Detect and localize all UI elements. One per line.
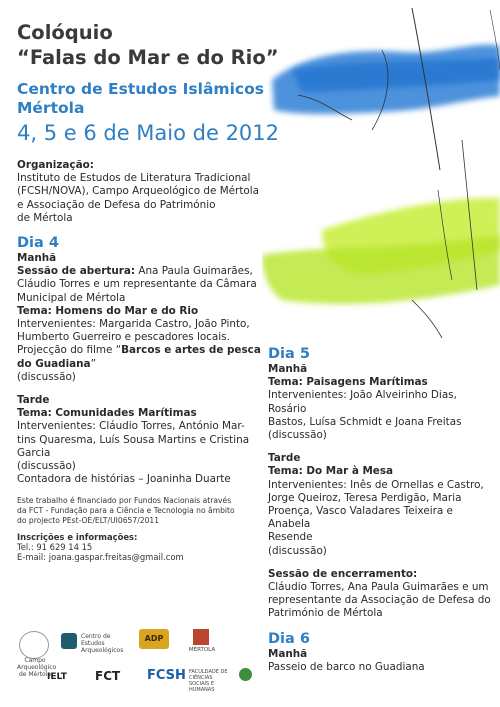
day6-passeio: Passeio de barco no Guadiana xyxy=(268,660,425,673)
film-line xyxy=(17,344,262,357)
discussao: (discussão) xyxy=(268,429,327,442)
abertura-line: Municipal de Mértola xyxy=(17,291,126,304)
contadora: Contadora de histórias – Joaninha Duarte xyxy=(17,473,231,486)
organizacao-line: de Mértola xyxy=(17,211,73,224)
funding-line: do projecto PEst-OE/ELT/UI0657/2011 xyxy=(17,516,160,526)
day5-interv2: Proença, Vasco Valadares Teixeira e Anabela xyxy=(268,505,453,531)
organizacao-line: e Associação de Defesa do Património xyxy=(17,198,216,211)
film-line xyxy=(17,358,262,371)
encerramento-line: Património de Mértola xyxy=(268,607,383,620)
day4-tarde: Tarde xyxy=(17,394,50,407)
watercolor-artwork xyxy=(262,0,500,340)
day6-manha: Manhã xyxy=(268,647,308,660)
organizacao-label: Organização: xyxy=(17,159,94,171)
venue-line2: Mértola xyxy=(17,99,85,117)
abertura-label: Sessão de abertura: xyxy=(17,265,136,278)
centro-logo-text: Centro de Estudos Arqueológicos xyxy=(81,633,124,654)
day4-tema1: Tema: Homens do Mar e do Rio xyxy=(17,304,199,317)
organizacao-line: (FCSH/NOVA), Campo Arqueológico de Mértola xyxy=(17,185,260,198)
fct-logo: FCT xyxy=(95,669,121,683)
day5-interv1: Intervenientes: João Alveirinho Dias, Rosário xyxy=(268,389,457,415)
day5-manha: Manhã xyxy=(268,363,308,375)
event-title xyxy=(17,20,279,70)
sponsor-logos xyxy=(17,627,257,699)
day5-tema2: Tema: Do Mar à Mesa xyxy=(268,465,394,478)
film-pre: Projecção do filme “ xyxy=(17,344,122,357)
day4-interv2: tins Quaresma, Luís Sousa Martins e Cristina xyxy=(17,433,250,446)
campo-logo xyxy=(19,631,49,659)
abertura-text: Ana Paula Guimarães, xyxy=(135,265,253,278)
encerramento-line: representante da Associação de Defesa do xyxy=(268,594,491,607)
right-column xyxy=(268,346,496,674)
fcsh-logo-text: FACULDADE DE CIÊNCIAS SOCIAIS E HUMANAS xyxy=(189,669,228,693)
discussao: (discussão) xyxy=(268,544,327,557)
discussao: (discussão) xyxy=(17,370,76,383)
encerramento-line: Cláudio Torres, Ana Paula Guimarães e um xyxy=(268,581,489,594)
campo-logo-text: Campo Arqueológico de Mértola xyxy=(17,657,57,678)
funding-line: da FCT - Fundação para a Ciência e Tecnologia no âmbito xyxy=(17,506,235,516)
mertola-logo-text: MÉRTOLA xyxy=(188,647,216,653)
venue xyxy=(17,80,264,118)
discussao: (discussão) xyxy=(17,460,76,473)
round-logo xyxy=(239,668,252,681)
adp-logo: ADP xyxy=(139,629,169,649)
ielt-logo: IELT xyxy=(47,672,67,682)
day4-interv1: Intervenientes: Margarida Castro, João Pinto, xyxy=(17,318,250,331)
abertura-line xyxy=(17,265,262,278)
day4-heading: Dia 4 xyxy=(17,235,59,252)
film-title: do Guadiana xyxy=(17,357,91,370)
left-column xyxy=(17,159,262,562)
film-title: Barcos e artes de pesca xyxy=(121,344,261,357)
centro-logo xyxy=(61,633,77,649)
day4-tema2: Tema: Comunidades Marítimas xyxy=(17,407,197,420)
mertola-logo xyxy=(193,629,209,645)
contact-tel: Tel.: 91 629 14 15 xyxy=(17,542,93,553)
venue-line1: Centro de Estudos Islâmicos xyxy=(17,80,264,98)
fcsh-logo: FCSH xyxy=(147,668,186,683)
day5-interv2: Jorge Queiroz, Teresa Perdigão, Maria xyxy=(268,491,462,504)
funding-line: Este trabalho é financiado por Fundos Nacionais através xyxy=(17,496,232,506)
title-line1: Colóquio xyxy=(17,21,113,44)
day5-tarde: Tarde xyxy=(268,452,301,465)
day5-heading: Dia 5 xyxy=(268,346,310,362)
day5-interv2: Resende xyxy=(268,531,313,544)
day4-interv2: Garcia xyxy=(17,446,51,459)
day5-interv1: Bastos, Luísa Schmidt e Joana Freitas xyxy=(268,415,462,428)
abertura-line: Cláudio Torres e um representante da Câmara xyxy=(17,278,257,291)
contacts-label: Inscrições e informações: xyxy=(17,532,138,543)
encerramento-label: Sessão de encerramento: xyxy=(268,567,418,580)
day4-manha: Manhã xyxy=(17,252,57,265)
day4-interv1: Humberto Guerreiro e pescadores locais. xyxy=(17,331,230,344)
day4-interv2: Intervenientes: Cláudio Torres, António Mar- xyxy=(17,420,245,433)
contact-email: E-mail: joana.gaspar.freitas@gmail.com xyxy=(17,552,184,563)
day5-tema1: Tema: Paisagens Marítimas xyxy=(268,376,428,389)
day6-heading: Dia 6 xyxy=(268,630,310,647)
event-dates: 4, 5 e 6 de Maio de 2012 xyxy=(17,121,280,145)
title-line2: “Falas do Mar e do Rio” xyxy=(17,46,279,69)
organizacao-line: Instituto de Estudos de Literatura Tradicional xyxy=(17,172,251,185)
day5-interv2: Intervenientes: Inês de Ornellas e Castro, xyxy=(268,478,484,491)
film-post: ” xyxy=(90,357,96,370)
